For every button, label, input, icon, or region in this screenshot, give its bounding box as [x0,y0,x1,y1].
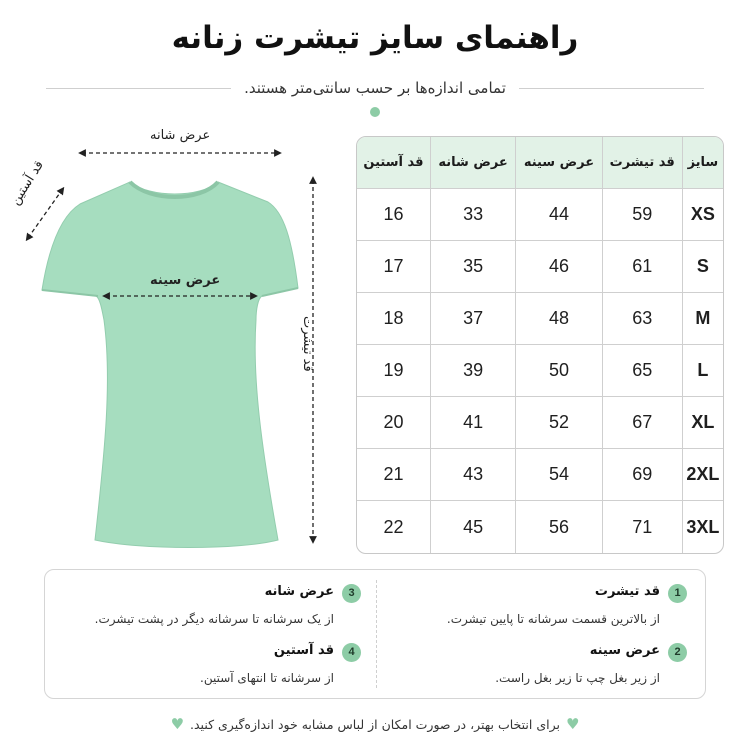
size-cell: M [682,293,723,345]
sleeve-length-label: قد آستین [8,158,47,208]
value-cell: 45 [430,501,515,553]
guide-item-title: قد آستین [273,643,334,658]
value-cell: 41 [430,397,515,449]
value-cell: 33 [430,189,515,241]
value-cell: 63 [602,293,682,345]
value-cell: 18 [357,293,430,345]
guide-item-title: عرض سینه [589,643,660,658]
guide-item-title: عرض شانه [264,584,334,599]
value-cell: 54 [515,449,601,501]
table-row [357,189,723,241]
size-cell: L [682,345,723,397]
value-cell: 39 [430,345,515,397]
value-cell: 44 [515,189,601,241]
value-cell: 56 [515,501,601,553]
value-cell: 22 [383,516,404,537]
divider [376,580,377,688]
page-subtitle: تمامی اندازه‌ها بر حسب سانتی‌متر هستند. [244,79,506,97]
table-row [357,449,723,501]
accent-dot [370,107,380,117]
number-badge: 1 [668,584,687,603]
size-cell: 2XL [682,449,723,501]
column-header: عرض شانه [430,137,515,189]
tshirt-icon [0,120,350,550]
column-header: عرض سینه [515,137,601,189]
shirt-illustration [0,120,350,550]
value-cell: 67 [602,397,682,449]
heart-icon: ♥ [565,715,580,733]
guide-item-description: از بالاترین قسمت سرشانه تا پایین تیشرت. [446,612,660,626]
table-row [357,501,723,553]
size-table [356,136,724,554]
size-cell: XL [682,397,723,449]
table-row [357,397,723,449]
table-row [357,345,723,397]
number-badge: 3 [342,584,361,603]
value-cell: 52 [515,397,601,449]
value-cell: 20 [357,397,430,449]
size-cell: XS [682,189,723,241]
value-cell: 37 [430,293,515,345]
value-cell: 16 [357,189,430,241]
column-header: قد تیشرت [602,137,682,189]
size-cell: 3XL [682,501,723,553]
value-cell: 17 [357,241,430,293]
value-cell: 59 [602,189,682,241]
chest-width-label: عرض سینه [150,273,221,288]
value-cell: 21 [357,449,430,501]
column-header: سایز [682,137,723,189]
guide-item-description: از یک سرشانه تا سرشانه دیگر در پشت تیشرت. [94,612,334,626]
value-cell: 48 [515,293,601,345]
size-cell: S [682,241,723,293]
table-header-row [357,137,723,189]
measurement-guide [44,569,706,699]
heart-icon: ♥ [170,715,185,733]
value-cell: 65 [602,345,682,397]
shoulder-width-label: عرض شانه [150,128,211,143]
guide-item-description: از سرشانه تا انتهای آستین. [200,671,334,685]
guide-item-description: از زیر بغل چپ تا زیر بغل راست. [495,671,660,685]
number-badge: 4 [342,643,361,662]
value-cell: 61 [602,241,682,293]
value-cell: 50 [515,345,601,397]
page-title: راهنمای سایز تیشرت زنانه [171,20,579,56]
number-badge: 2 [668,643,687,662]
value-cell: 19 [357,345,430,397]
column-header: قد آستین [357,137,430,189]
shirt-length-label: قد تیشرت [300,316,315,372]
footer-note [0,715,750,733]
table-row [357,241,723,293]
value-cell: 46 [515,241,601,293]
value-cell: 35 [430,241,515,293]
value-cell: 43 [430,449,515,501]
footer-text: برای انتخاب بهتر، در صورت امکان از لباس مشابه خود اندازه‌گیری کنید. [190,717,560,732]
guide-item-title: قد تیشرت [594,584,660,599]
value-cell: 71 [602,501,682,553]
table-row [357,293,723,345]
value-cell: 69 [602,449,682,501]
